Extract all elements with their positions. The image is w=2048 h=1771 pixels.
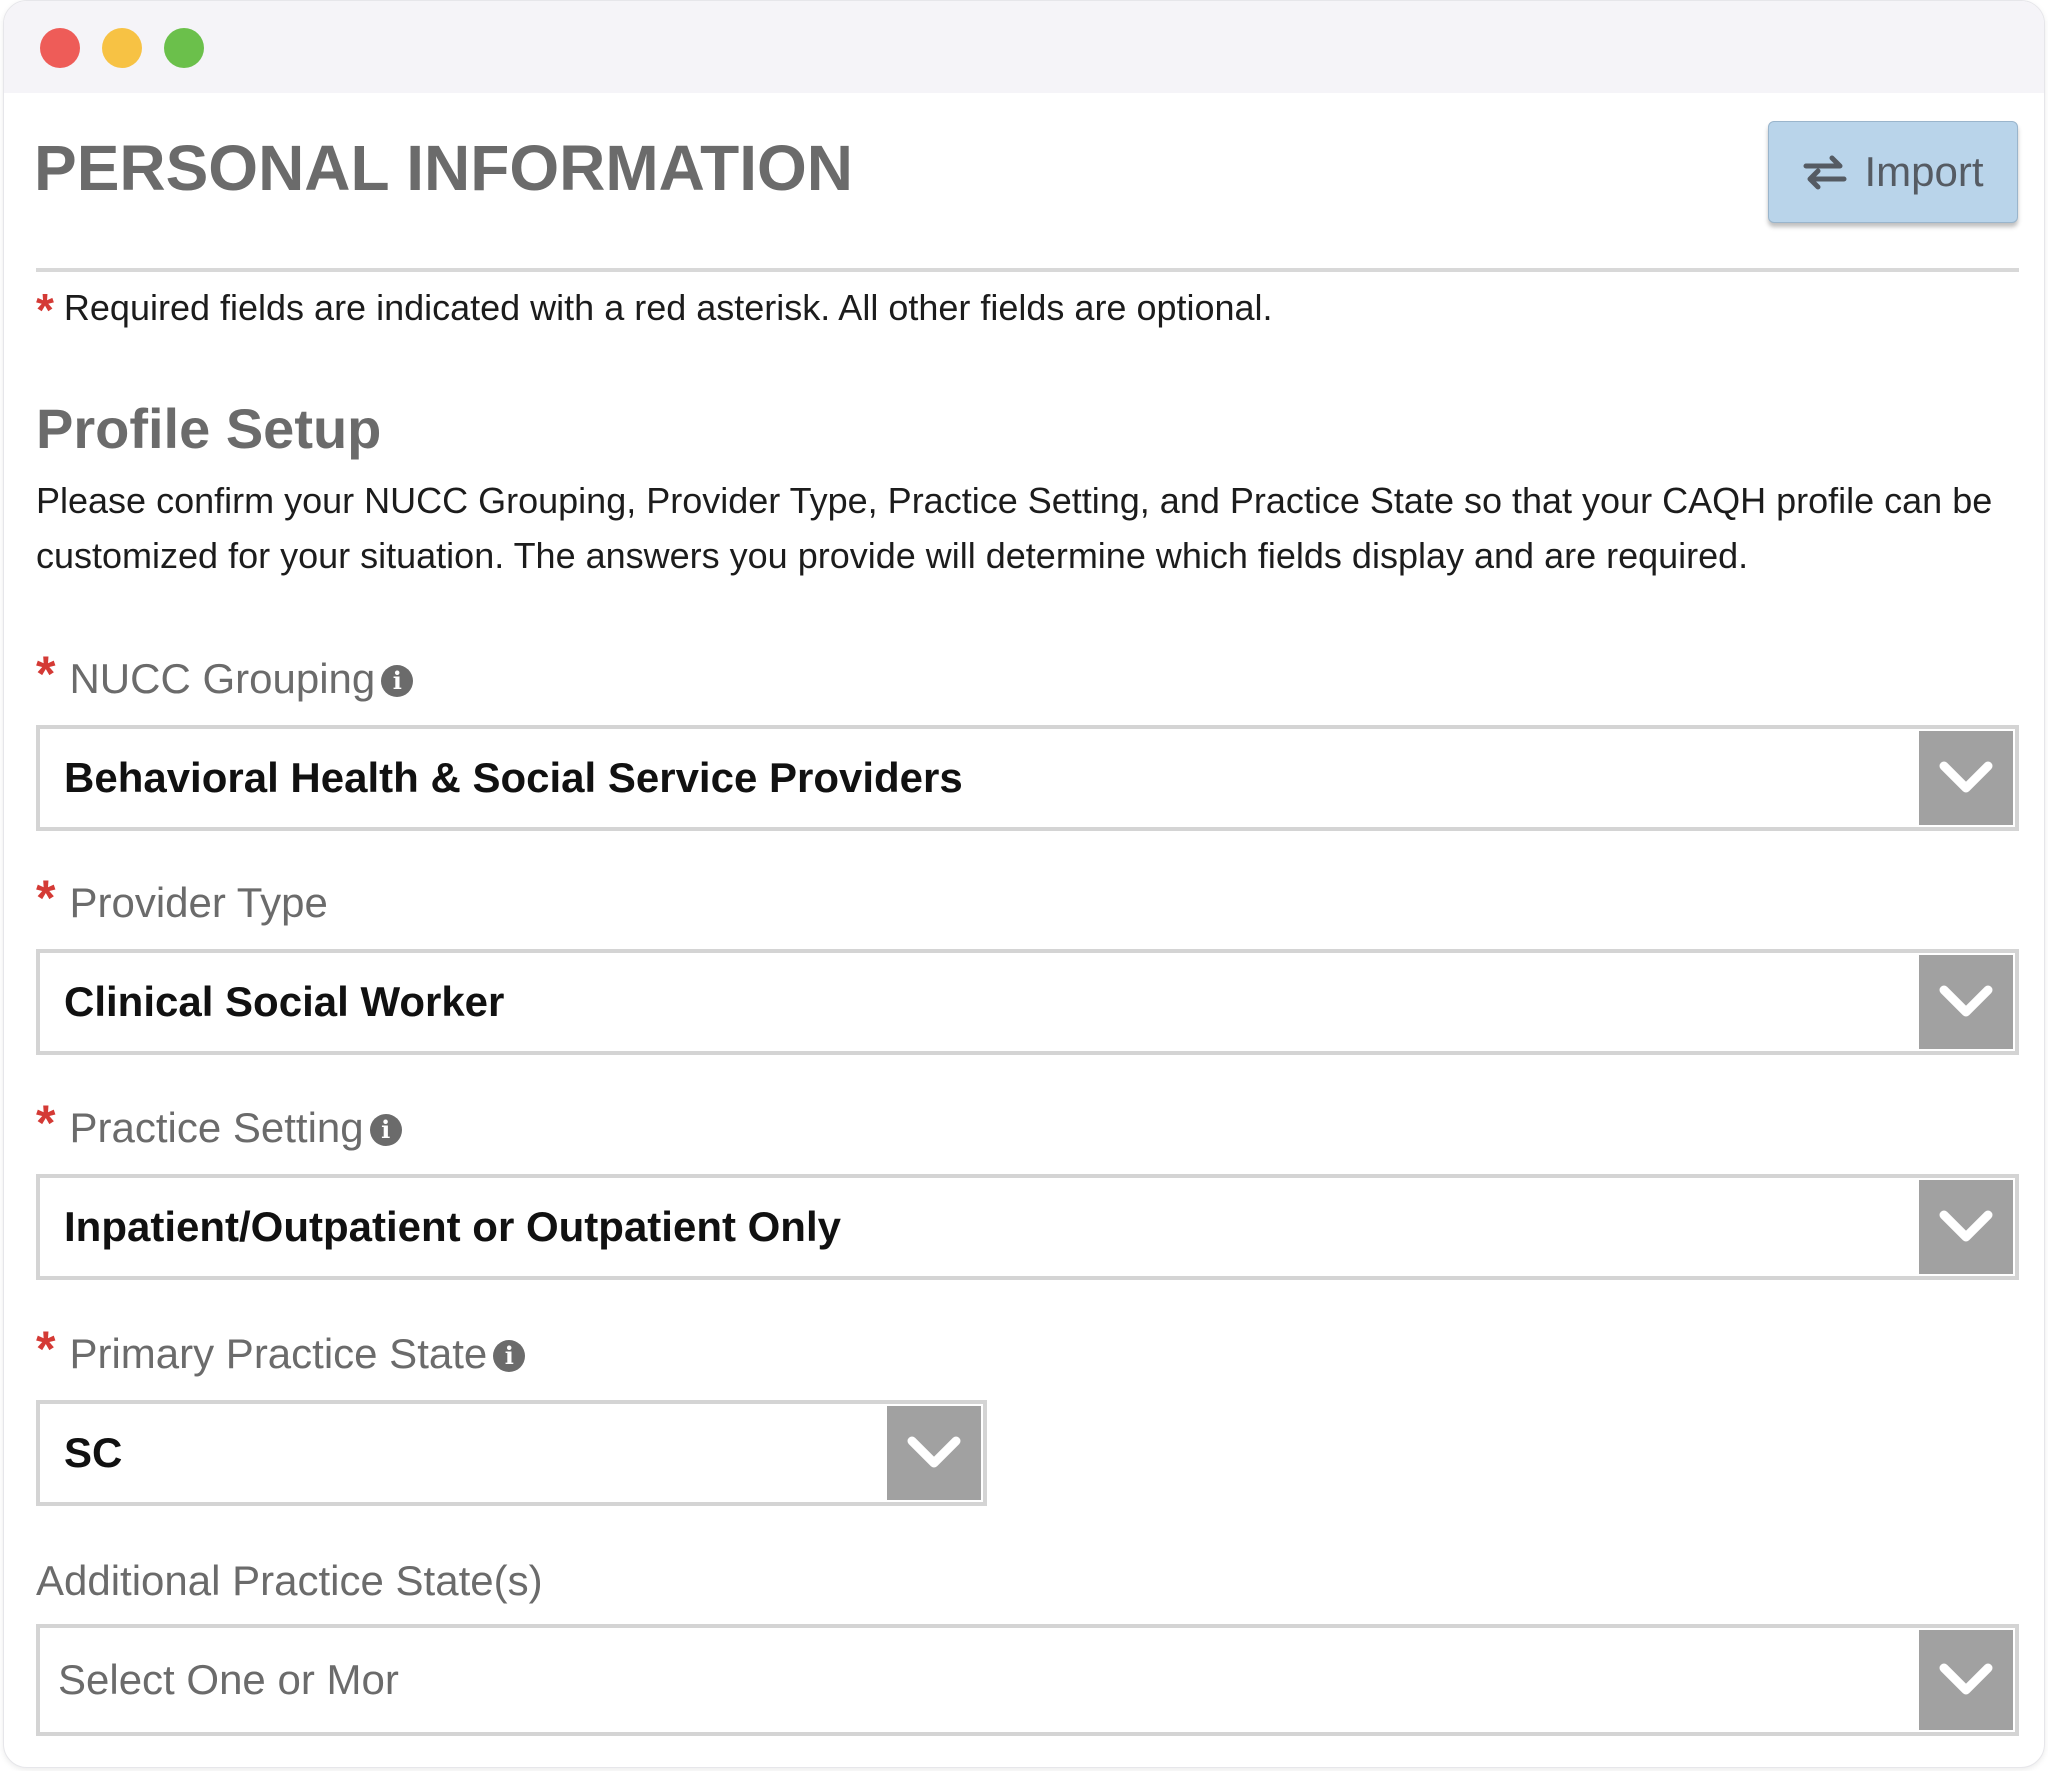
chevron-down-icon[interactable] (1919, 955, 2013, 1049)
window-titlebar (4, 1, 2044, 93)
primary-practice-state-label (36, 1321, 525, 1380)
provider-type-label-text: Provider Type (69, 879, 328, 926)
nucc-grouping-value: Behavioral Health & Social Service Providers (64, 754, 963, 801)
section-description: Please confirm your NUCC Grouping, Provider Type, Practice Setting, and Practice State so that your CAQH profile can be customized for your situation. The answers you provide will determine which fields display and are required. (36, 480, 1993, 576)
required-asterisk-icon: * (36, 646, 56, 702)
required-note-text: Required fields are indicated with a red asterisk. All other fields are optional. (63, 287, 1273, 328)
nucc-grouping-select[interactable] (36, 725, 2019, 831)
nucc-grouping-label-text: NUCC Grouping (69, 655, 376, 702)
import-button-label: Import (1864, 148, 1984, 195)
additional-practice-states-label (36, 1555, 543, 1607)
required-asterisk-icon: * (36, 284, 54, 336)
header-divider (36, 268, 2019, 272)
primary-practice-state-select[interactable] (36, 1400, 987, 1506)
additional-practice-states-placeholder: Select One or Mor (58, 1656, 399, 1703)
info-icon[interactable]: i (381, 665, 413, 697)
additional-practice-states-select[interactable] (36, 1624, 2019, 1736)
primary-practice-state-label-text: Primary Practice State (69, 1330, 488, 1377)
info-icon[interactable]: i (493, 1340, 525, 1372)
provider-type-label (36, 870, 328, 929)
practice-setting-select[interactable] (36, 1174, 2019, 1280)
page-title: PERSONAL INFORMATION (34, 132, 853, 204)
nucc-grouping-label (36, 646, 413, 705)
close-window-button[interactable] (40, 28, 80, 68)
provider-type-value: Clinical Social Worker (64, 978, 505, 1025)
chevron-down-icon[interactable] (1919, 1180, 2013, 1274)
practice-setting-label-text: Practice Setting (69, 1104, 364, 1151)
required-fields-note (36, 284, 1273, 336)
app-window (3, 0, 2045, 1768)
required-asterisk-icon: * (36, 1321, 56, 1377)
required-asterisk-icon: * (36, 870, 56, 926)
practice-setting-label (36, 1095, 402, 1154)
minimize-window-button[interactable] (102, 28, 142, 68)
practice-setting-value: Inpatient/Outpatient or Outpatient Only (64, 1203, 841, 1250)
chevron-down-icon[interactable] (1919, 1630, 2013, 1730)
chevron-down-icon[interactable] (887, 1406, 981, 1500)
provider-type-select[interactable] (36, 949, 2019, 1055)
primary-practice-state-value: SC (64, 1429, 123, 1476)
import-button[interactable] (1768, 121, 2018, 223)
maximize-window-button[interactable] (164, 28, 204, 68)
additional-practice-states-label-text: Additional Practice State(s) (36, 1557, 543, 1604)
required-asterisk-icon: * (36, 1095, 56, 1151)
chevron-down-icon[interactable] (1919, 731, 2013, 825)
section-title: Profile Setup (36, 397, 382, 460)
info-icon[interactable]: i (370, 1114, 402, 1146)
swap-arrows-icon (1802, 152, 1848, 192)
